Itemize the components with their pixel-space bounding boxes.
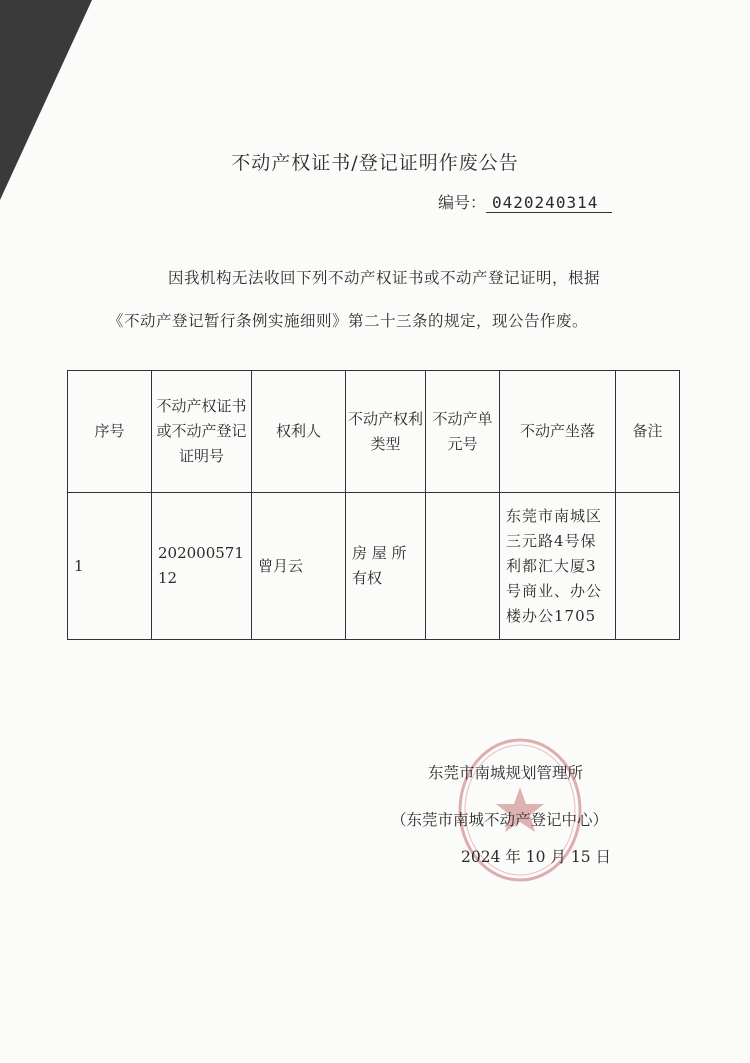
cell-remark [616,493,680,640]
cell-holder: 曾月云 [252,493,346,640]
certificate-table [67,370,680,640]
cell-index: 1 [68,493,152,640]
header-cert-no: 不动产权证书或不动产登记证明号 [152,371,252,493]
document-number [438,190,612,213]
header-location: 不动产坐落 [500,371,616,493]
issuing-organization: 东莞市南城规划管理所 [428,764,584,782]
number-label: 编号： [438,193,487,212]
table-row [68,493,680,640]
issuing-sub-organization: （东莞市南城不动产登记中心） [391,811,609,829]
header-unit-no: 不动产单元号 [426,371,500,493]
cell-unit-no [426,493,500,640]
header-holder: 权利人 [252,371,346,493]
cell-location: 东莞市南城区三元路4号保利都汇大厦3号商业、办公楼办公1705 [500,493,616,640]
issue-date: 2024 年 10 月 15 日 [461,848,612,866]
page-title: 不动产权证书/登记证明作废公告 [231,152,519,174]
table-header-row [68,371,680,493]
notice-paragraph-line-2: 《不动产登记暂行条例实施细则》第二十三条的规定，现公告作废。 [108,312,589,330]
notice-paragraph-line-1: 因我机构无法收回下列不动产权证书或不动产登记证明，根据 [168,269,601,287]
cell-cert-no: 202000571 12 [152,493,252,640]
header-remark: 备注 [616,371,680,493]
header-right-type: 不动产权利类型 [346,371,426,493]
header-index: 序号 [68,371,152,493]
cell-right-type: 房 屋 所 有权 [346,493,426,640]
number-value: 0420240314 [486,193,612,213]
